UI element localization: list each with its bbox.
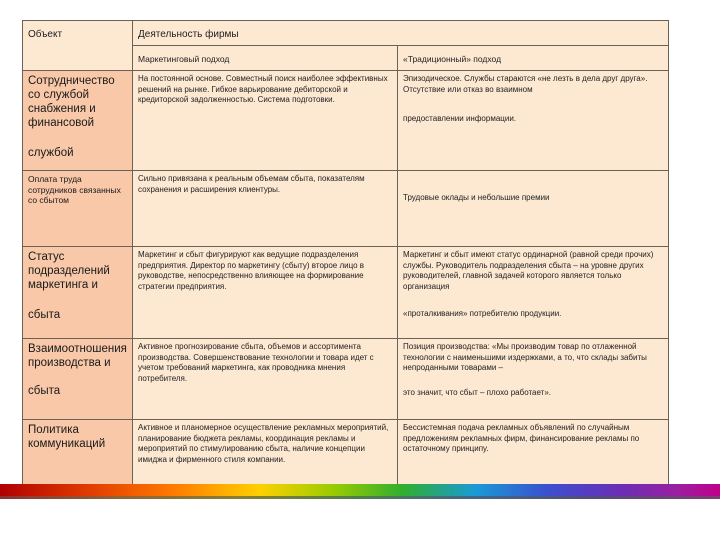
traditional-text: Бессистемная подача рекламных объявлений по случайным предложениям рекламных фирм, финансирование рекламы по остаточному принципу. xyxy=(403,423,640,453)
row-label-tail: сбыта xyxy=(28,385,61,397)
marketing-approach-header: Маркетинговый подход xyxy=(138,54,230,64)
traditional-cell xyxy=(398,339,669,420)
row-label: Политика коммуникаций xyxy=(28,424,106,450)
traditional-text: Позиция производства: «Мы производим товар по отлаженной технологии с наименьшими издержками, а то, что склады забиты непроданными товарами – xyxy=(403,342,647,372)
marketing-text: На постоянной основе. Совместный поиск наиболее эффективных решений на рынке. Гибкое варьирование дебиторской и кредиторской задолженностью. Система подготовки. xyxy=(138,74,388,104)
row-label-cell xyxy=(23,71,133,171)
traditional-cell xyxy=(398,420,669,488)
row-label: Оплата труда сотрудников связанных со сбытом xyxy=(28,174,121,205)
table-row xyxy=(23,247,669,339)
marketing-cell xyxy=(133,339,398,420)
traditional-text-tail: «проталкивания» потребителю продукции. xyxy=(403,309,562,318)
marketing-text: Активное и планомерное осуществление рекламных мероприятий, планирование бюджета рекламы, координация рекламы и мероприятий по стимулированию сбыта, наличие концепции имиджа и фирменного стиля компании. xyxy=(138,423,389,464)
traditional-text: Трудовые оклады и небольшие премии xyxy=(403,193,550,202)
table-row xyxy=(23,171,669,247)
row-label: Сотрудничество со службой снабжения и финансовой xyxy=(28,75,115,129)
rainbow-footer-bar xyxy=(0,484,720,496)
marketing-cell xyxy=(133,420,398,488)
row-label-tail: службой xyxy=(28,147,74,159)
traditional-cell xyxy=(398,171,669,247)
marketing-cell xyxy=(133,71,398,171)
rainbow-footer-shadow xyxy=(0,496,720,499)
row-label: Статус подразделений маркетинга и xyxy=(28,251,110,291)
marketing-text: Маркетинг и сбыт фигурируют как ведущие подразделения предприятия. Директор по маркетингу (сбыту) второе лицо в руководстве, непосредственно влияющее на формирование стратегии предприятия. xyxy=(138,250,365,291)
row-label-cell xyxy=(23,420,133,488)
activity-header: Деятельность фирмы xyxy=(138,29,239,40)
marketing-text: Сильно привязана к реальным объемам сбыта, показателям сохранения и расширения клиентуры. xyxy=(138,174,365,194)
traditional-text-tail: это значит, что сбыт – плохо работает». xyxy=(403,387,552,397)
table-row xyxy=(23,71,669,171)
traditional-cell xyxy=(398,247,669,339)
table-row xyxy=(23,339,669,420)
traditional-text: Эпизодическое. Службы стараются «не лезть в дела друг друга». Отсутствие или отказ во взаимном xyxy=(403,74,648,94)
marketing-text: Активное прогнозирование сбыта, объемов и ассортимента производства. Совершенствование технологии и товара идет с учетом требований маркетинга, как проводника мнения потребителя. xyxy=(138,342,374,383)
object-header-cell xyxy=(23,21,133,71)
marketing-header-cell xyxy=(133,46,398,71)
marketing-cell xyxy=(133,247,398,339)
table-header-row xyxy=(23,21,669,46)
traditional-approach-header: «Традиционный» подход xyxy=(403,54,502,64)
traditional-header-cell xyxy=(398,46,669,71)
activity-header-cell xyxy=(133,21,669,46)
traditional-text-tail: предоставлении информации. xyxy=(403,114,517,123)
traditional-cell xyxy=(398,71,669,171)
traditional-text: Маркетинг и сбыт имеют статус ординарной (равной среди прочих) службы. Руководитель подразделения сбыта – на уровне других руководителей, главной задачей которого является только организация xyxy=(403,250,654,291)
row-label-cell xyxy=(23,171,133,247)
row-label-cell xyxy=(23,339,133,420)
object-header: Объект xyxy=(28,29,63,40)
row-label-tail: сбыта xyxy=(28,309,61,321)
row-label: Взаимоотношения производства и xyxy=(28,343,127,369)
row-label-cell xyxy=(23,247,133,339)
marketing-cell xyxy=(133,171,398,247)
comparison-table xyxy=(22,20,669,488)
table-row xyxy=(23,420,669,488)
